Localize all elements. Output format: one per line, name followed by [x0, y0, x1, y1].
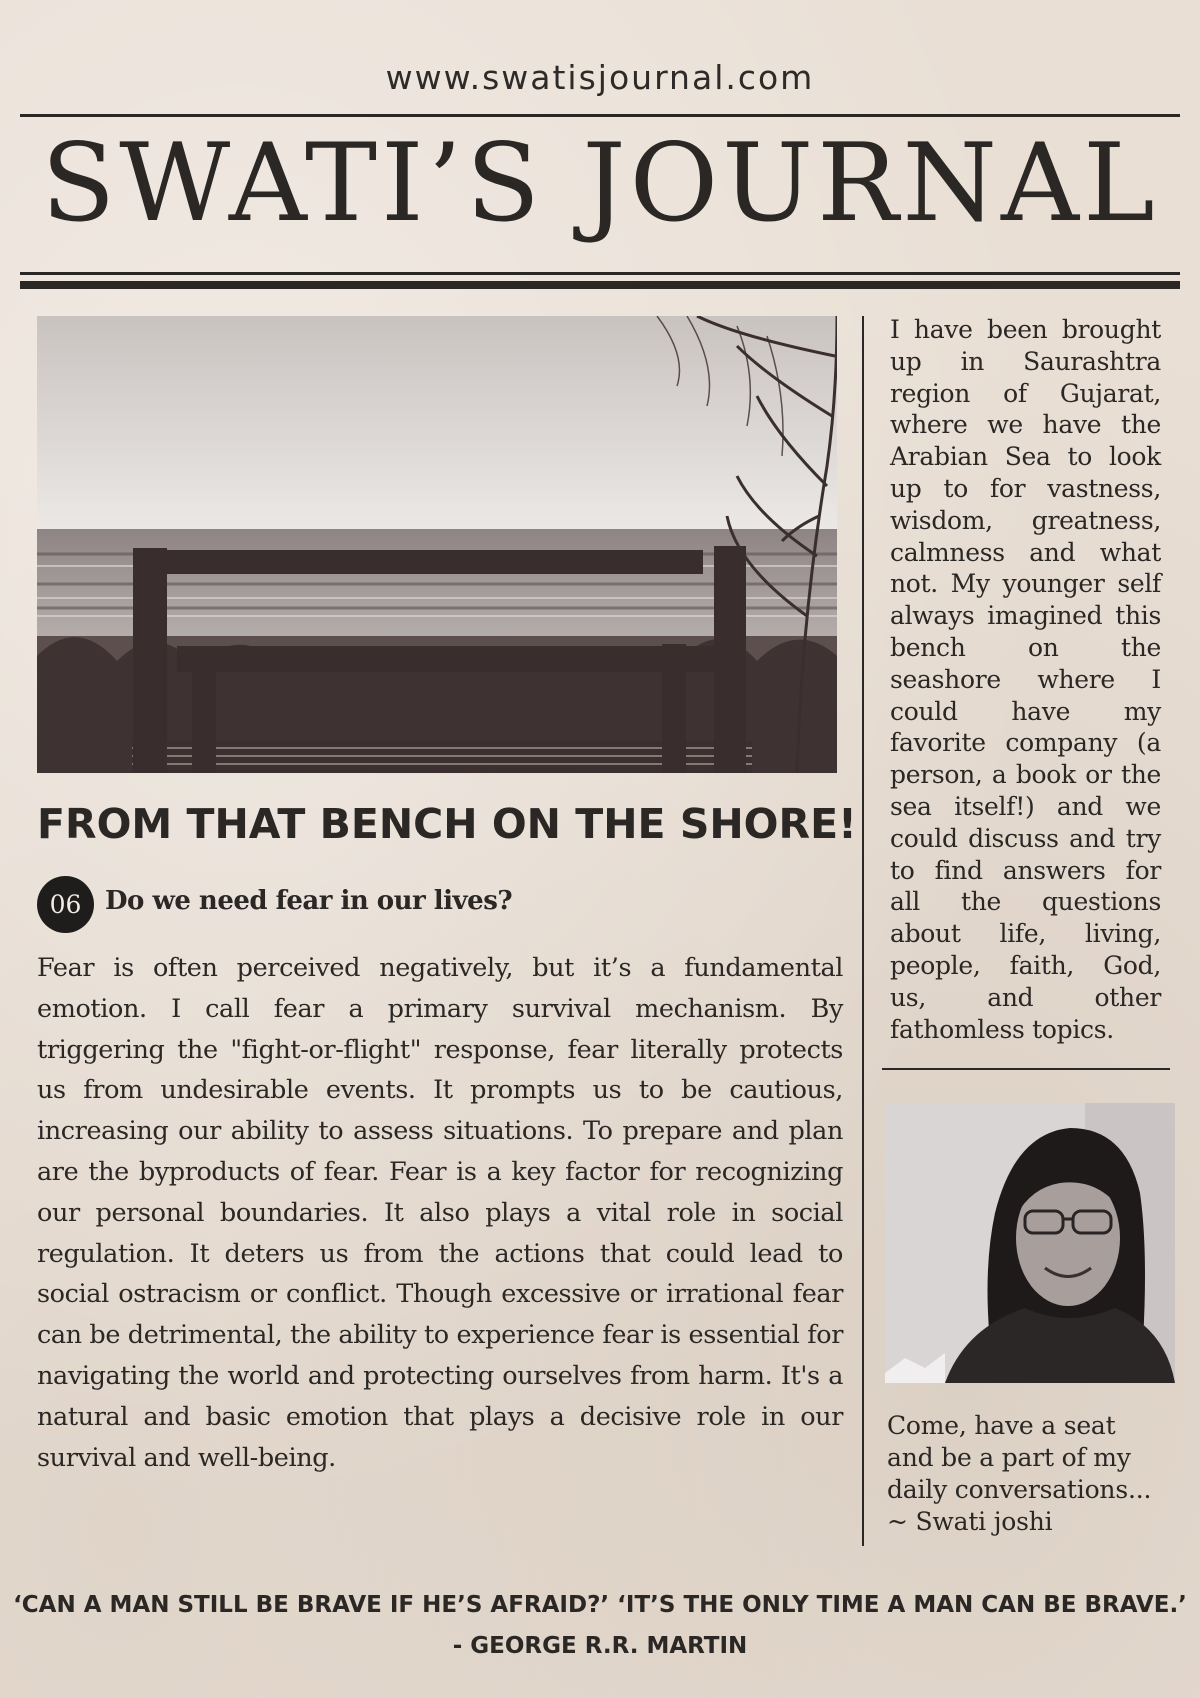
- article-body: Fear is often perceived negatively, but it’s a fundamental emotion. I call fear a primary survival mechanism. By triggering the "fight-or-flight" response, fear literally protects us from undesirable events. It prompts us to be cautious, increasing our ability to assess situations. To prepare and plan are the byproducts of fear. Fear is a key factor for recognizing our personal boundaries. It also plays a vital role in social regulation. It deters us from the actions that could lead to social ostracism or conflict. Though excessive or irrational fear can be detrimental, the ability to experience fear is essential for navigating the world and protecting ourselves from harm. It's a natural and basic emotion that plays a decisive role in our survival and well-being.: [37, 953, 843, 1473]
- article-headline: FROM THAT BENCH ON THE SHORE!: [37, 800, 857, 848]
- quote-author: - GEORGE R.R. MARTIN: [452, 1633, 748, 1659]
- bench-on-shore-photo: [37, 316, 837, 773]
- header-bottom-rule-thick: [20, 281, 1180, 289]
- sidebar-intro: I have been brought up in Saurashtra region of Gujarat, where we have the Arabian Sea to look up to for vastness, wisdom, greatness, calmness and what not. My younger self always imagined this bench on the seashore where I could have my favorite company (a person, a book or the sea itself!) and we could discuss and try to find answers for all the questions about life, living, people, faith, God, us, and other fathomless topics.: [890, 315, 1161, 1044]
- footer-quote: ‘CAN A MAN STILL BE BRAVE IF HE’S AFRAID?’ ‘IT’S THE ONLY TIME A MAN CAN BE BRAVE.’: [13, 1592, 1187, 1618]
- site-url: www.swatisjournal.com: [385, 58, 815, 97]
- header-bottom-rule-thin: [20, 272, 1180, 275]
- article-subheading: Do we need fear in our lives?: [105, 886, 513, 916]
- caption-signature: ~ Swati joshi: [887, 1507, 1053, 1536]
- column-divider: [862, 316, 864, 1546]
- author-portrait-photo: [885, 1103, 1175, 1383]
- sidebar-caption: [887, 1410, 1177, 1538]
- journal-title: SWATI’S JOURNAL: [41, 121, 1159, 246]
- caption-line: Come, have a seat: [887, 1411, 1116, 1440]
- issue-number-badge: 06: [37, 876, 94, 933]
- sidebar-divider: [882, 1068, 1170, 1070]
- caption-line: daily conversations...: [887, 1475, 1152, 1504]
- header-top-rule: [20, 114, 1180, 117]
- caption-line: and be a part of my: [887, 1443, 1131, 1472]
